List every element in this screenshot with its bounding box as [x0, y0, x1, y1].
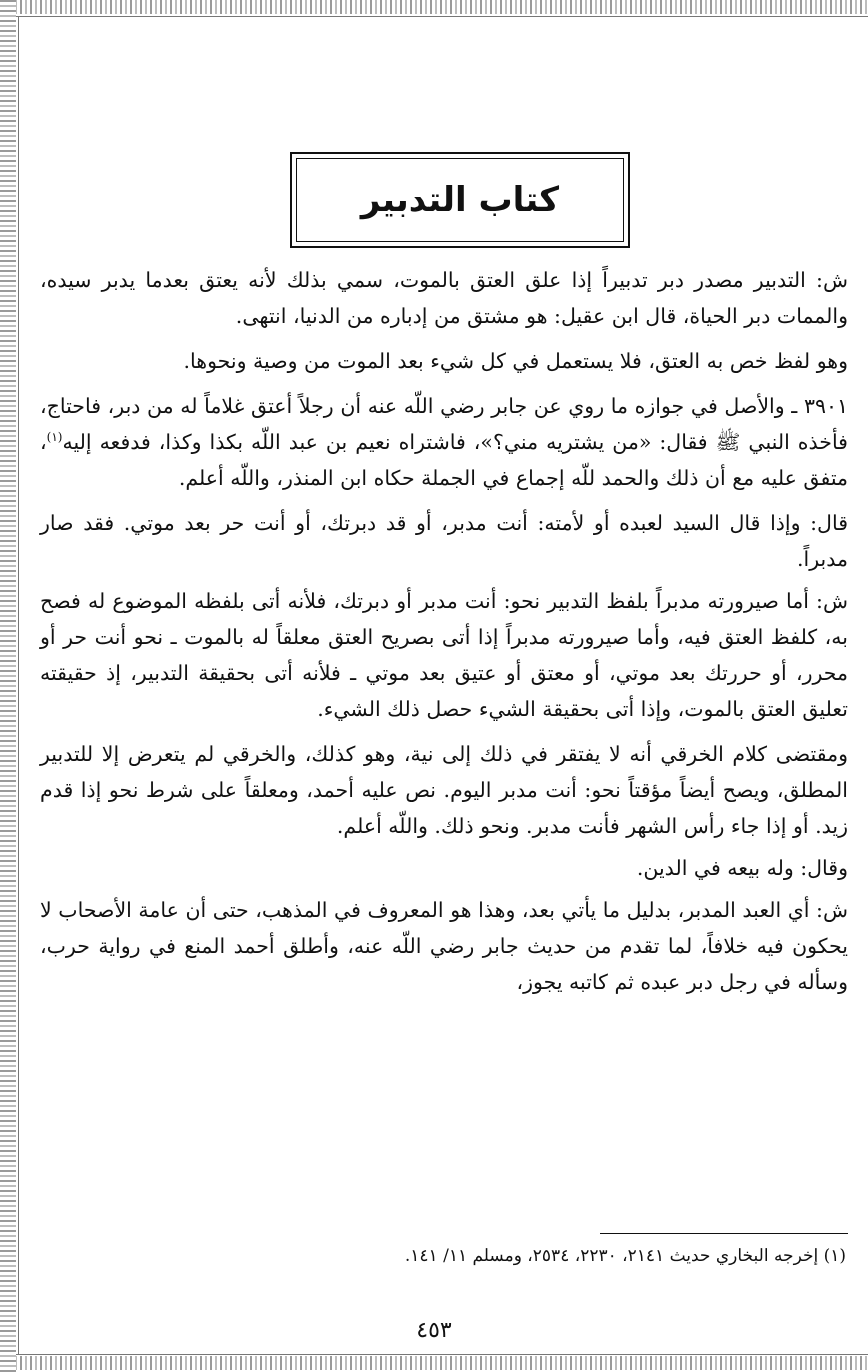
main-text: [40, 262, 848, 1009]
chapter-title: كتاب التدبير: [360, 180, 560, 220]
footnote-divider: [600, 1233, 848, 1234]
frame-line-bottom: [16, 1354, 868, 1355]
frame-line-top: [16, 16, 868, 17]
paragraph-matn-2: وقال: وله بيعه في الدين.: [636, 856, 848, 880]
paragraph-matn-1: قال: وإذا قال السيد لعبده أو لأمته: أنت مدبر، أو قد دبرتك، أو أنت حر بعد موتي. فقد صار مدبراً.: [40, 511, 848, 571]
decorative-border-bottom: [0, 1356, 868, 1370]
paragraph-definition: ش: التدبير مصدر دبر تدبيراً إذا علق العتق بالموت، سمي بذلك لأنه يعتق بعدما يدبر سيده، والممات دبر الحياة، قال ابن عقيل: هو مشتق من إدباره من الدنيا، انتهى.: [40, 268, 848, 328]
footnote: (١) إخرجه البخاري حديث ٢١٤١، ٢٢٣٠، ٢٥٣٤، ومسلم ١١/ ١٤١.: [404, 1246, 846, 1266]
paragraph-usage: وهو لفظ خص به العتق، فلا يستعمل في كل شيء بعد الموت من وصية ونحوها.: [183, 349, 848, 373]
footnote-marker: (١): [46, 430, 63, 445]
decorative-border-left: [0, 0, 16, 1372]
paragraph-hadith-text: ٣٩٠١ ـ والأصل في جوازه ما روي عن جابر رضي اللّه عنه أن رجلاً أعتق غلاماً له من دبر، فاحتاج، فأخذه النبي ﷺ فقال: «من يشتريه مني؟»، فاشتراه نعيم بن عبد اللّه بكذا وكذا، فدفعه إليه: [40, 394, 848, 454]
paragraph-sharh-2: ومقتضى كلام الخرقي أنه لا يفتقر في ذلك إلى نية، وهو كذلك، والخرقي لم يتعرض إلا للتدبير المطلق، ويصح أيضاً مؤقتاً نحو: أنت مدبر اليوم. نص عليه أحمد، ومعلقاً على شرط نحو إذا قدم زيد. أو إذا جاء رأس الشهر فأنت مدبر. ونحو ذلك. واللّه أعلم.: [40, 742, 848, 838]
paragraph-hadith: [40, 388, 848, 496]
page-number: ٤٥٣: [416, 1318, 452, 1343]
paragraph-sharh-1: ش: أما صيرورته مدبراً بلفظ التدبير نحو: أنت مدبر أو دبرتك، فلأنه أتى بلفظه الموضوع له فصح به، كلفظ العتق فيه، وأما صيرورته مدبراً إذا أتى بصريح العتق معلقاً له بالموت ـ نحو أنت حر أو محرر، أو حررتك بعد موتي، أو معتق أو عتيق بعد موتي ـ فلأنه أتى بحقيقة التدبير، إذ حقيقته تعليق العتق بالموت، وإذا أتى بحقيقة الشيء حصل ذلك الشيء.: [40, 589, 848, 721]
frame-line-left: [18, 16, 19, 1355]
paragraph-hadith-tail: ، متفق عليه مع أن ذلك والحمد للّه إجماع في الجملة حكاه ابن المنذر، واللّه أعلم.: [40, 430, 848, 490]
decorative-border-top: [0, 0, 868, 14]
paragraph-sharh-3: ش: أي العبد المدبر، بدليل ما يأتي بعد، وهذا هو المعروف في المذهب، حتى أن عامة الأصحاب لا يحكون فيه خلافاً، لما تقدم من حديث جابر رضي اللّه عنه، وأطلق أحمد المنع في رواية حرب، وسأله في رجل دبر عبده ثم كاتبه يجوز،: [40, 898, 848, 994]
